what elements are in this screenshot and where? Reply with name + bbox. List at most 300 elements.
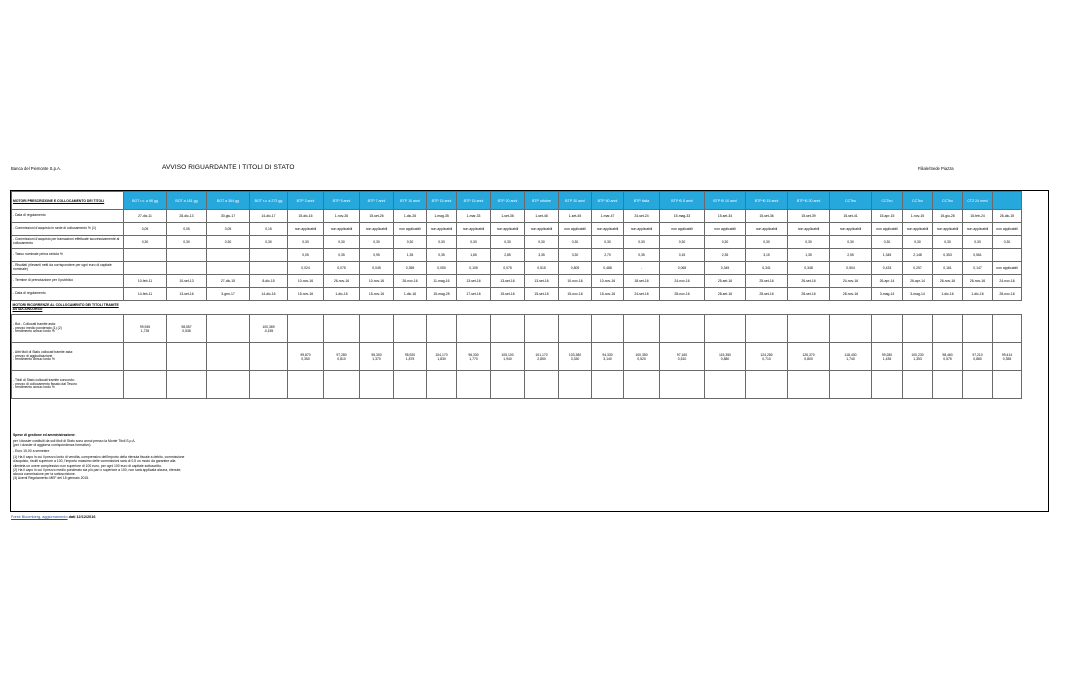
table-cell	[457, 315, 491, 343]
table-cell: 0,30	[288, 236, 324, 249]
table-cell: non applicabili	[360, 223, 394, 236]
table-cell: 0,024	[288, 262, 324, 275]
table-cell: 18-set-16	[624, 275, 660, 288]
table-cell: 1-set-46	[525, 210, 559, 223]
table-cell	[963, 315, 993, 343]
table-cell	[124, 343, 167, 371]
table-cell: non applicabili	[933, 223, 963, 236]
table-cell: 2,70	[592, 249, 624, 262]
table-cell: 0,504	[830, 262, 872, 275]
column-header: BTP 50 anni	[592, 192, 624, 210]
table-cell	[830, 315, 872, 343]
table-cell: 13-set-16	[457, 275, 491, 288]
column-header: BTP 5 anni	[324, 192, 360, 210]
table-cell: 0,30	[830, 236, 872, 249]
table-cell	[324, 371, 360, 399]
table-cell: non applicabili	[705, 223, 746, 236]
table-cell: 3-mag-14	[903, 288, 933, 301]
table-cell: 0,30	[705, 236, 746, 249]
note-line: - Euro 15,00 a semestre	[13, 449, 50, 454]
table-cell: 0,075	[491, 262, 525, 275]
table-cell: non applicabili	[963, 223, 993, 236]
table-cell: non applicabili	[872, 223, 903, 236]
table-cell	[624, 315, 660, 343]
table-cell: non applicabili	[525, 223, 559, 236]
table-cell: 94,330 3,140	[592, 343, 624, 371]
table-cell	[207, 262, 250, 275]
table-cell: 15-dic-16	[288, 210, 324, 223]
table-cell	[903, 315, 933, 343]
table-cell	[167, 343, 207, 371]
table-cell: 0,147	[963, 262, 993, 275]
table-cell	[491, 371, 525, 399]
table-cell	[167, 249, 207, 262]
table-cell: 1,35	[394, 249, 427, 262]
table-cell: 15-nov-16	[288, 288, 324, 301]
table-cell	[288, 371, 324, 399]
table-cell: 99,280 1,435	[872, 343, 903, 371]
table-cell	[993, 371, 1022, 399]
table-cell	[705, 315, 746, 343]
row-label: - Commissioni d'acquisto in sede di collocamento % (1)	[12, 223, 124, 236]
table-cell	[427, 315, 457, 343]
table-cell	[993, 249, 1022, 262]
table-cell: non applicabili	[830, 223, 872, 236]
table-cell: 97,210 0,880	[963, 343, 993, 371]
table-row	[12, 210, 1022, 223]
table-cell	[525, 371, 559, 399]
note-line: per i dossier costituiti da soli titoli di Stato sono annui presso la Monte Titoli S.p.A. (per i dossier di aggiorna corrispondenza formativo)	[13, 439, 136, 448]
table-cell: 0,30	[324, 236, 360, 249]
column-header: BTP 30 anni	[559, 192, 592, 210]
table-cell	[207, 315, 250, 343]
table-cell: 100,369 -0,155	[250, 315, 288, 343]
row-label: - Tasso nominale prima cedola %	[12, 249, 124, 262]
table-cell	[491, 315, 525, 343]
table-cell	[993, 315, 1022, 343]
table-cell: 15-nov-16	[360, 288, 394, 301]
table-cell: 105,100 1,940	[491, 343, 525, 371]
table-cell: 1-nov-15	[903, 210, 933, 223]
table-cell: 14-feb-11	[124, 288, 167, 301]
table-cell: 96,330 1,770	[457, 343, 491, 371]
document-title: AVVISO RIGUARDANTE I TITOLI DI STATO	[162, 164, 295, 171]
table-cell	[933, 315, 963, 343]
column-header: BOT r.v. a 273 gg	[250, 192, 288, 210]
table-cell: 3-gen-17	[207, 288, 250, 301]
table-cell: non applicabili	[491, 223, 525, 236]
table-cell: 28-set-16	[705, 288, 746, 301]
table-cell: 14-dic-16	[250, 288, 288, 301]
table-cell: -	[624, 262, 660, 275]
table-cell	[746, 371, 788, 399]
table-cell	[525, 315, 559, 343]
table-cell: 15-apr-15	[872, 210, 903, 223]
table-cell: 24-nov-16	[660, 275, 705, 288]
table-cell: 15-feb-24	[963, 210, 993, 223]
table-cell: non applicabili	[788, 223, 830, 236]
table-cell: non applicabili	[427, 223, 457, 236]
table-cell	[207, 343, 250, 371]
table-cell: 0,05	[207, 223, 250, 236]
table-cell: 25-set-16	[705, 275, 746, 288]
table-cell: non applicabili	[624, 223, 660, 236]
table-cell: 28-set-16	[788, 288, 830, 301]
table-cell: 28-dic-13	[167, 210, 207, 223]
table-cell: 101,170 2,850	[525, 343, 559, 371]
table-cell: 0,15	[660, 249, 705, 262]
table-cell: 1-set-45	[559, 210, 592, 223]
table-cell: 0,30	[525, 236, 559, 249]
table-cell: 27-dic-15	[207, 275, 250, 288]
table-cell: 30-giu-17	[207, 210, 250, 223]
table-cell: 13-set-16	[167, 288, 207, 301]
source-text[interactable]: Fonte Bloomberg, aggiornamento	[11, 515, 68, 519]
table-cell: 2,148	[903, 249, 933, 262]
table-cell: 1-dic-16	[933, 288, 963, 301]
table-cell: 15-set-39	[788, 210, 830, 223]
table-cell: 1-nov-26	[324, 210, 360, 223]
column-header: CCTeu	[903, 192, 933, 210]
table-cell: 8-dic-15	[250, 275, 288, 288]
table-cell: 24-nov-16	[993, 275, 1022, 288]
row-label: - Bot - Collocati tramite asta: - prezzo medio ponderato (1) (2) - rendimento annuo lordo %	[12, 315, 124, 343]
table-cell	[559, 315, 592, 343]
table-cell: 28-nov-16	[830, 288, 872, 301]
table-cell: 0,30	[872, 236, 903, 249]
table-cell: non applicabili	[903, 223, 933, 236]
titoli-table	[11, 191, 1022, 399]
table-cell: 0,35	[427, 249, 457, 262]
notes-block	[13, 433, 753, 482]
table-cell: 0,15	[250, 223, 288, 236]
table-cell: 26-apr-14	[872, 275, 903, 288]
table-cell: 0,30	[124, 236, 167, 249]
column-header: BTP 3 anni	[288, 192, 324, 210]
table-cell: 24-set-24	[624, 210, 660, 223]
source-date: dati 12/12/2016	[68, 515, 96, 519]
table-cell	[250, 371, 288, 399]
table-cell: 0,05	[167, 223, 207, 236]
table-cell: 0,30	[360, 236, 394, 249]
table-cell: 0,045	[360, 262, 394, 275]
table-cell: 99,945 1,735	[124, 315, 167, 343]
table-cell: 0,30	[933, 236, 963, 249]
table-cell: 104,170 1,830	[427, 343, 457, 371]
table-cell: 0,30	[457, 236, 491, 249]
table-cell: 115,350 0,880	[705, 343, 746, 371]
column-header: BTP €i 30 anni	[788, 192, 830, 210]
table-cell: 26-set-16	[788, 275, 830, 288]
table-row	[12, 288, 1022, 301]
table-cell: 1-mag-35	[427, 210, 457, 223]
table-cell: 15-set-36	[746, 210, 788, 223]
column-header: BTP ottobre	[525, 192, 559, 210]
table-cell: 0,161	[933, 262, 963, 275]
table-cell	[963, 371, 993, 399]
row-label: - Data di regolamento	[12, 210, 124, 223]
table-cell: non applicabili	[993, 223, 1022, 236]
table-cell: non applicabili	[394, 223, 427, 236]
table-cell: 0,433	[872, 262, 903, 275]
table-cell: 97,280 0,810	[324, 343, 360, 371]
table-cell: 1-dic-16	[394, 288, 427, 301]
table-cell: 15-nov-16	[592, 288, 624, 301]
section-spacer	[124, 301, 1022, 315]
table-cell: 1-dic-26	[394, 210, 427, 223]
table-cell	[167, 262, 207, 275]
table-cell: 24-nov-16	[830, 275, 872, 288]
table-cell: 0,30	[250, 236, 288, 249]
table-cell	[360, 315, 394, 343]
table-cell	[872, 315, 903, 343]
table-row	[12, 315, 1022, 343]
table-cell: 15-set-16	[525, 288, 559, 301]
table-cell	[788, 315, 830, 343]
table-cell: 0,353	[933, 249, 963, 262]
table-cell: 0,105	[457, 262, 491, 275]
table-cell: 98,557 0,536	[167, 315, 207, 343]
table-cell: 1-dic-16	[324, 288, 360, 301]
table-cell: 10-nov-16	[559, 275, 592, 288]
column-header: BTP 15 anni	[457, 192, 491, 210]
table-cell	[124, 371, 167, 399]
table-cell: 2,85	[491, 249, 525, 262]
table-cell: 26-nov-16	[324, 275, 360, 288]
table-cell: 14-dic-17	[250, 210, 288, 223]
column-header: CCTeu	[872, 192, 903, 210]
table-cell: non applicabili	[746, 223, 788, 236]
table-cell: 26-dic-15	[993, 210, 1022, 223]
table-cell	[830, 371, 872, 399]
table-cell: 17-set-16	[457, 288, 491, 301]
table-row	[12, 236, 1022, 249]
table-cell: 0,35	[624, 249, 660, 262]
column-header: CTZ 24 mesi	[963, 192, 993, 210]
table-cell: 10-nov-16	[360, 275, 394, 288]
table-cell: 26-nov-16	[963, 275, 993, 288]
column-header: BOT a 364 gg	[207, 192, 250, 210]
column-header: BTP €i 5 anni	[660, 192, 705, 210]
table-cell: 0,050	[427, 262, 457, 275]
table-cell	[705, 371, 746, 399]
table-cell: 0,30	[167, 236, 207, 249]
table-cell: 24-set-16	[624, 288, 660, 301]
table-cell: 0,488	[592, 262, 624, 275]
table-cell	[394, 315, 427, 343]
table-cell	[324, 315, 360, 343]
table-cell: 126,370 0,800	[788, 343, 830, 371]
table-cell: 0,348	[788, 262, 830, 275]
column-header: BTP €i 10 anni	[705, 192, 746, 210]
table-cell: 2,55	[830, 249, 872, 262]
table-cell: 0,35	[324, 249, 360, 262]
table-cell: 13-set-16	[491, 275, 525, 288]
table-cell: 3,15	[746, 249, 788, 262]
note-line: Spese di gestione ed amministrazione:	[13, 433, 76, 437]
table-cell: 27-dic-11	[124, 210, 167, 223]
table-cell: 0,341	[746, 262, 788, 275]
table-row	[12, 275, 1022, 288]
table-cell: 10-nov-16	[592, 275, 624, 288]
column-header: BOT r.v. a 98 gg	[124, 192, 167, 210]
table-cell	[660, 371, 705, 399]
row-label: - Titoli di Stato collocati tramite concordo: - prezzo di collocamento fissato dal Tesoro - rendimento annuo lordo %	[12, 371, 124, 399]
table-cell	[903, 371, 933, 399]
column-header: BTP Italia	[624, 192, 660, 210]
table-cell: 15-mag-25	[427, 288, 457, 301]
column-header: BTP 20 anni	[491, 192, 525, 210]
table-cell: 26-nov-16	[394, 275, 427, 288]
table-cell: 0,30	[788, 236, 830, 249]
table-cell: 3,30	[559, 249, 592, 262]
table-cell	[167, 371, 207, 399]
bank-name: Banca del Piemonte S.p.A.	[11, 166, 62, 171]
table-cell: 10-set-13	[167, 275, 207, 288]
row-label: - Data di regolamento	[12, 288, 124, 301]
row-label: - Risultati (rilevanti netti da corrispondere per ogni euro di capitale nominale)	[12, 262, 124, 275]
table-cell: 0,561	[963, 249, 993, 262]
table-cell: 15-set-34	[705, 210, 746, 223]
table-cell: 0,257	[903, 262, 933, 275]
table-cell: 28-nov-16	[660, 288, 705, 301]
table-cell: 25-set-16	[746, 275, 788, 288]
table-cell: 3,35	[525, 249, 559, 262]
column-header: BTP 7 anni	[360, 192, 394, 210]
branch-label: Filiale/Sede Piazza	[918, 166, 954, 171]
table-cell: 0,805	[559, 262, 592, 275]
table-cell: 28-nov-16	[993, 288, 1022, 301]
table-cell: 0,30	[207, 236, 250, 249]
table-cell: 1-mar-47	[592, 210, 624, 223]
table-cell: 0,05	[124, 223, 167, 236]
table-cell	[788, 371, 830, 399]
row-label: - Termine di prenotazione per il pubblico	[12, 275, 124, 288]
table-cell	[288, 315, 324, 343]
table-cell	[660, 315, 705, 343]
table-cell: 95,920 1,875	[394, 343, 427, 371]
table-cell: non applicabili	[660, 223, 705, 236]
table-cell: 0,95	[360, 249, 394, 262]
table-row	[12, 371, 1022, 399]
table-cell	[124, 262, 167, 275]
table-cell	[394, 371, 427, 399]
table-cell: 1-mar-33	[457, 210, 491, 223]
table-cell: 15-giu-28	[933, 210, 963, 223]
table-cell: 100,230 1,353	[903, 343, 933, 371]
table-cell	[559, 371, 592, 399]
table-cell: 0,355	[394, 262, 427, 275]
column-header: BTP 10 anni	[394, 192, 427, 210]
table-cell: 95,300 1,370	[360, 343, 394, 371]
table-cell: non applicabili	[288, 223, 324, 236]
table-cell: 0,30	[746, 236, 788, 249]
table-cell	[250, 343, 288, 371]
table-cell: 15-set-26	[360, 210, 394, 223]
table-cell: 0,075	[324, 262, 360, 275]
column-header: BTP 15 anni	[427, 192, 457, 210]
table-cell: non applicabili	[324, 223, 360, 236]
table-cell	[933, 371, 963, 399]
table-cell: 10-feb-11	[124, 275, 167, 288]
titoli-stato-sheet	[10, 190, 1049, 512]
table-cell: 97,160 0,510	[660, 343, 705, 371]
table-cell: 26-nov-16	[933, 275, 963, 288]
table-row	[12, 262, 1022, 275]
source-line	[11, 515, 95, 519]
table-cell: 1,345	[872, 249, 903, 262]
table-cell: non applicabili	[592, 223, 624, 236]
table-cell: 0,30	[592, 236, 624, 249]
table-cell: 1,35	[788, 249, 830, 262]
column-header	[993, 192, 1022, 210]
table-cell: 118,430 1,740	[830, 343, 872, 371]
table-cell: 0,065	[660, 262, 705, 275]
column-header: BOT a 181 gg	[167, 192, 207, 210]
table-cell: 0,30	[427, 236, 457, 249]
table-cell	[592, 371, 624, 399]
table-row	[12, 343, 1022, 371]
table-cell: 99,870 0,350	[288, 343, 324, 371]
table-cell: 13-set-16	[525, 275, 559, 288]
table-cell: 15-mag-33	[660, 210, 705, 223]
table-cell: 0,30	[624, 236, 660, 249]
table-cell: non applicabili	[457, 223, 491, 236]
table-row	[12, 223, 1022, 236]
table-cell	[250, 249, 288, 262]
table-cell: 15-nov-16	[559, 288, 592, 301]
table-cell: 0,05	[288, 249, 324, 262]
table-cell: 0,30	[394, 236, 427, 249]
table-cell: 0,30	[993, 236, 1022, 249]
table-cell: 0,515	[525, 262, 559, 275]
table-cell	[457, 371, 491, 399]
row-label: - Altri titoli di Stato collocati tramite asta: - prezzo di aggiudicazione - rendimento annuo lordo %	[12, 343, 124, 371]
table-cell: 11-mag-16	[427, 275, 457, 288]
table-cell: 0,30	[963, 236, 993, 249]
table-cell: 99,414 0,355	[993, 343, 1022, 371]
table-cell: 26-apr-14	[903, 275, 933, 288]
table-cell: 124,280 0,710	[746, 343, 788, 371]
table-cell	[746, 315, 788, 343]
table-cell: non applicabili	[993, 262, 1022, 275]
table-row	[12, 249, 1022, 262]
table-cell: 15-set-16	[491, 288, 525, 301]
table-cell: 103,380 3,330	[559, 343, 592, 371]
column-header: BTP €i 15 anni	[746, 192, 788, 210]
column-header: CCTeu	[830, 192, 872, 210]
table-cell: 0,345	[705, 262, 746, 275]
note-line: (1) Ha il capo in cui il prezzo lordo di vendita, comprensivo dell'importo della ritenuta fiscale a debito, commissione d'acquisto, risulti superiore a 100, l'importo massimo delle commissioni sarà di 0,5 un modo da garantire alla clientela un onere complessivo non superiore di 100 euro, per ogni 100 euro di capitale sottoscritto. (2) Ha il capo in cui il prezzo medio ponderato sia più pari o superiore a 100, non sarà applicata alcuna, ritenute, alcuna commissione per la sottoscrizione. (3) Aventi Regolamento MEF del 15 gennaio 2015.	[13, 455, 185, 480]
table-cell	[360, 371, 394, 399]
table-cell: 15-set-41	[830, 210, 872, 223]
table-cell: 2,35	[705, 249, 746, 262]
table-cell	[207, 371, 250, 399]
table-cell: 100,350 0,520	[624, 343, 660, 371]
table-cell: 0,30	[559, 236, 592, 249]
table-cell	[427, 371, 457, 399]
table-cell	[207, 249, 250, 262]
column-header: CCTeu	[933, 192, 963, 210]
table-cell: 10-nov-16	[288, 275, 324, 288]
table-cell: 3-mag-14	[872, 288, 903, 301]
table-corner-label: MOTORI PRESCRIZIONE E COLLOCAMENTO DEI TITOLI	[12, 192, 124, 210]
table-cell: 0,30	[903, 236, 933, 249]
table-cell: non applicabili	[559, 223, 592, 236]
table-cell: 28-set-16	[746, 288, 788, 301]
table-cell	[624, 371, 660, 399]
table-cell	[592, 315, 624, 343]
